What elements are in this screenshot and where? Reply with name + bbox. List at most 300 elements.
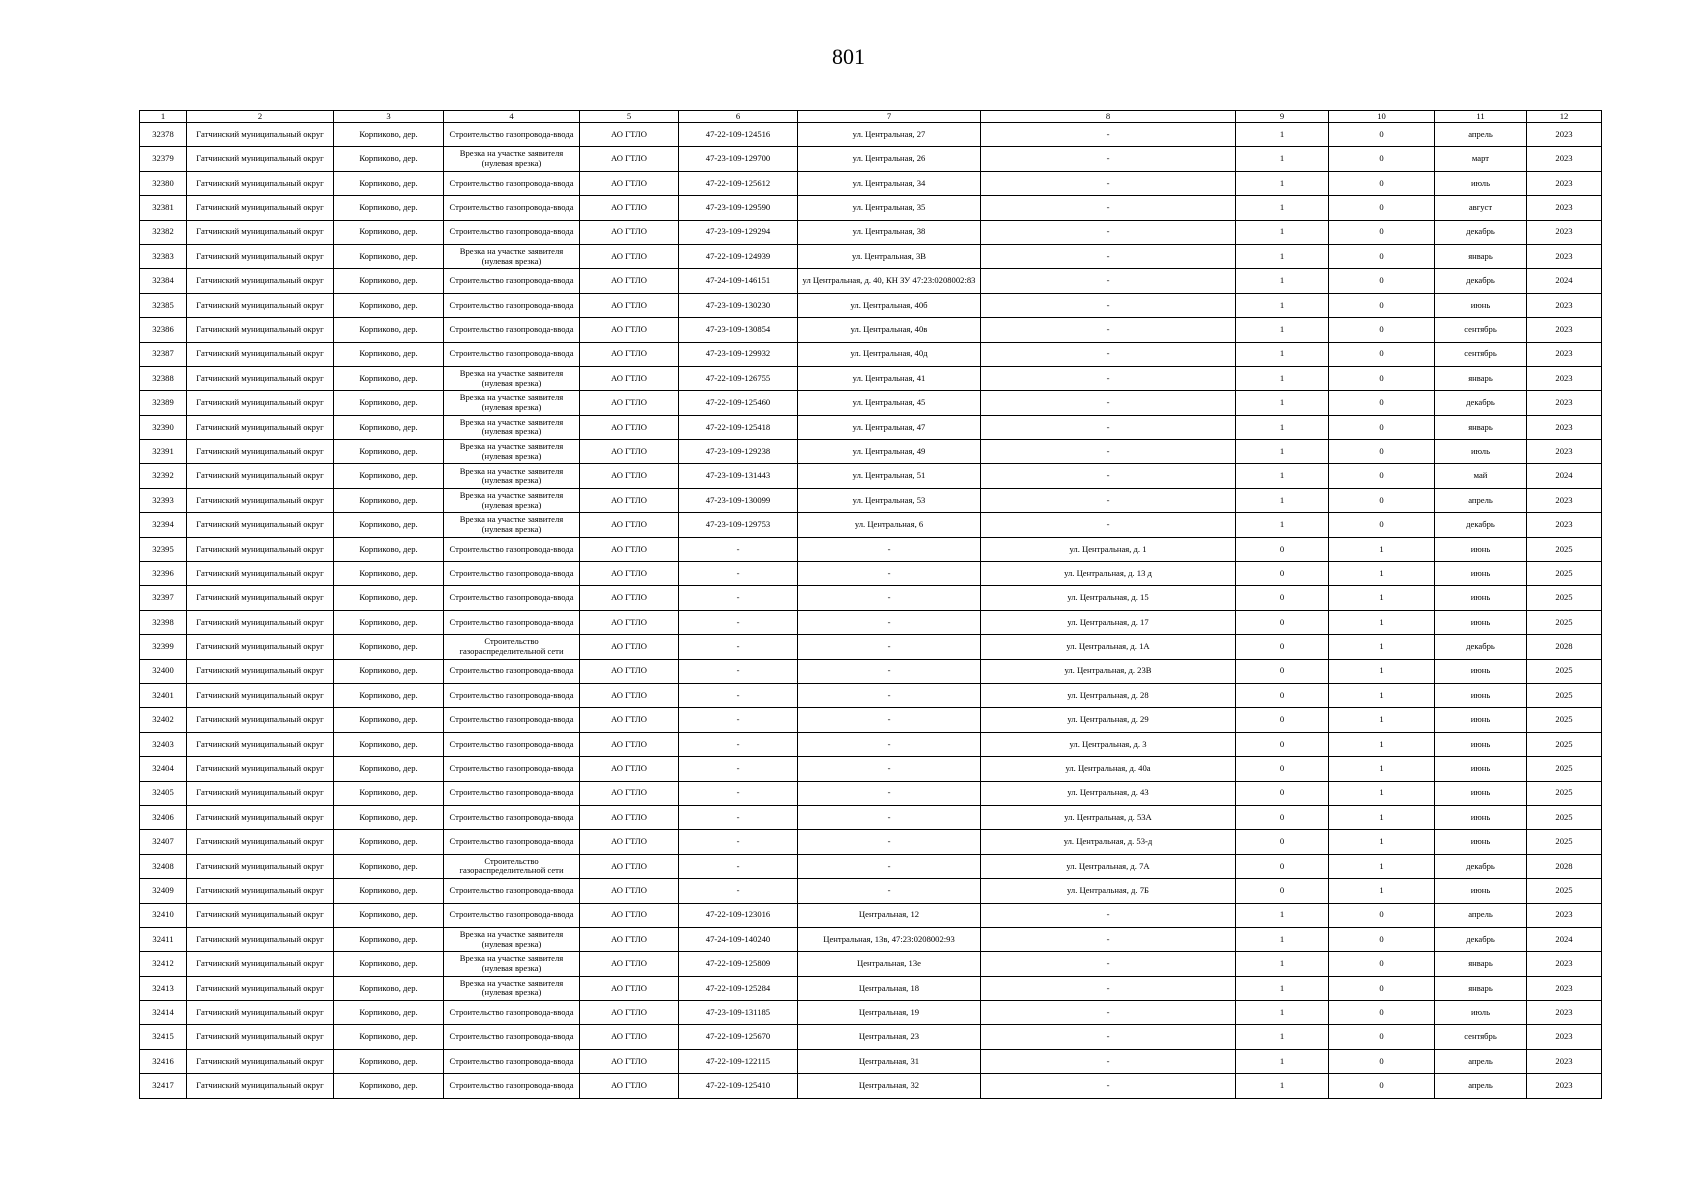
- cell-address-planned: -: [981, 293, 1236, 317]
- cell-address-planned: -: [981, 440, 1236, 464]
- cell-organization: АО ГТЛО: [580, 293, 679, 317]
- cell-month: январь: [1435, 952, 1527, 976]
- cell-settlement: Корпиково, дер.: [334, 708, 444, 732]
- column-header-12: 12: [1527, 111, 1602, 123]
- table-row: [140, 196, 1602, 220]
- cell-settlement: Корпиково, дер.: [334, 1025, 444, 1049]
- cell-municipality: Гатчинский муниципальный округ: [187, 781, 334, 805]
- cell-month: апрель: [1435, 903, 1527, 927]
- cell-row-number: 32384: [140, 269, 187, 293]
- cell-address-existing: ул. Центральная, 3В: [798, 244, 981, 268]
- cell-work-type: Строительство газопровода-ввода: [444, 1001, 580, 1025]
- table-row: [140, 488, 1602, 512]
- cell-row-number: 32380: [140, 171, 187, 195]
- table-row: [140, 1025, 1602, 1049]
- cell-work-type: Строительство газопровода-ввода: [444, 830, 580, 854]
- cell-address-planned: -: [981, 171, 1236, 195]
- cell-count-a: 1: [1236, 927, 1329, 951]
- cell-address-existing: Центральная, 12: [798, 903, 981, 927]
- cell-address-planned: -: [981, 927, 1236, 951]
- table-row: [140, 220, 1602, 244]
- cell-organization: АО ГТЛО: [580, 147, 679, 171]
- cell-work-type: Врезка на участке заявителя (нулевая врезка): [444, 244, 580, 268]
- cell-row-number: 32378: [140, 123, 187, 147]
- cell-address-existing: Центральная, 18: [798, 976, 981, 1000]
- cell-municipality: Гатчинский муниципальный округ: [187, 220, 334, 244]
- cell-organization: АО ГТЛО: [580, 586, 679, 610]
- cell-count-a: 1: [1236, 513, 1329, 537]
- cell-settlement: Корпиково, дер.: [334, 513, 444, 537]
- cell-year: 2023: [1527, 342, 1602, 366]
- cell-application-number: 47-24-109-146151: [679, 269, 798, 293]
- cell-organization: АО ГТЛО: [580, 1001, 679, 1025]
- cell-month: сентябрь: [1435, 1025, 1527, 1049]
- cell-address-planned: -: [981, 196, 1236, 220]
- table-row: [140, 269, 1602, 293]
- cell-application-number: 47-22-109-123016: [679, 903, 798, 927]
- cell-count-b: 0: [1329, 976, 1435, 1000]
- cell-application-number: 47-23-109-130230: [679, 293, 798, 317]
- cell-address-existing: ул. Центральная, 35: [798, 196, 981, 220]
- cell-count-b: 1: [1329, 879, 1435, 903]
- cell-work-type: Врезка на участке заявителя (нулевая врезка): [444, 147, 580, 171]
- cell-count-a: 0: [1236, 781, 1329, 805]
- cell-application-number: 47-23-109-129700: [679, 147, 798, 171]
- cell-count-a: 0: [1236, 854, 1329, 878]
- cell-municipality: Гатчинский муниципальный округ: [187, 830, 334, 854]
- cell-settlement: Корпиково, дер.: [334, 903, 444, 927]
- cell-municipality: Гатчинский муниципальный округ: [187, 513, 334, 537]
- cell-month: декабрь: [1435, 927, 1527, 951]
- cell-year: 2023: [1527, 440, 1602, 464]
- cell-count-b: 0: [1329, 196, 1435, 220]
- cell-organization: АО ГТЛО: [580, 123, 679, 147]
- cell-work-type: Строительство газопровода-ввода: [444, 659, 580, 683]
- cell-count-b: 1: [1329, 732, 1435, 756]
- cell-address-planned: -: [981, 318, 1236, 342]
- cell-organization: АО ГТЛО: [580, 440, 679, 464]
- cell-count-a: 1: [1236, 244, 1329, 268]
- cell-settlement: Корпиково, дер.: [334, 683, 444, 707]
- cell-year: 2025: [1527, 757, 1602, 781]
- cell-address-planned: ул. Центральная, д. 53-д: [981, 830, 1236, 854]
- cell-address-planned: ул. Центральная, д. 29: [981, 708, 1236, 732]
- cell-organization: АО ГТЛО: [580, 610, 679, 634]
- cell-count-a: 0: [1236, 537, 1329, 561]
- cell-application-number: -: [679, 854, 798, 878]
- cell-count-b: 0: [1329, 440, 1435, 464]
- cell-municipality: Гатчинский муниципальный округ: [187, 586, 334, 610]
- cell-row-number: 32409: [140, 879, 187, 903]
- cell-month: январь: [1435, 366, 1527, 390]
- cell-address-planned: -: [981, 342, 1236, 366]
- table-row: [140, 903, 1602, 927]
- cell-count-b: 1: [1329, 830, 1435, 854]
- cell-count-a: 1: [1236, 171, 1329, 195]
- cell-organization: АО ГТЛО: [580, 415, 679, 439]
- cell-address-planned: ул. Центральная, д. 43: [981, 781, 1236, 805]
- cell-month: июнь: [1435, 562, 1527, 586]
- cell-month: июнь: [1435, 659, 1527, 683]
- cell-work-type: Строительство газопровода-ввода: [444, 269, 580, 293]
- cell-count-b: 0: [1329, 147, 1435, 171]
- cell-work-type: Строительство газопровода-ввода: [444, 683, 580, 707]
- cell-settlement: Корпиково, дер.: [334, 488, 444, 512]
- cell-count-a: 0: [1236, 659, 1329, 683]
- cell-address-existing: -: [798, 781, 981, 805]
- cell-address-existing: ул. Центральная, 26: [798, 147, 981, 171]
- cell-count-a: 0: [1236, 610, 1329, 634]
- table-row: [140, 147, 1602, 171]
- cell-month: июнь: [1435, 805, 1527, 829]
- cell-count-b: 1: [1329, 610, 1435, 634]
- cell-settlement: Корпиково, дер.: [334, 464, 444, 488]
- cell-address-existing: -: [798, 562, 981, 586]
- cell-address-existing: ул. Центральная, 49: [798, 440, 981, 464]
- cell-count-a: 1: [1236, 1074, 1329, 1098]
- cell-organization: АО ГТЛО: [580, 488, 679, 512]
- cell-count-a: 1: [1236, 488, 1329, 512]
- cell-row-number: 32398: [140, 610, 187, 634]
- cell-count-b: 0: [1329, 513, 1435, 537]
- cell-address-existing: Центральная, 13е: [798, 952, 981, 976]
- cell-application-number: -: [679, 732, 798, 756]
- cell-count-b: 1: [1329, 659, 1435, 683]
- cell-address-existing: Центральная, 19: [798, 1001, 981, 1025]
- cell-address-existing: ул. Центральная, 40б: [798, 293, 981, 317]
- table-row: [140, 879, 1602, 903]
- cell-settlement: Корпиково, дер.: [334, 147, 444, 171]
- cell-organization: АО ГТЛО: [580, 513, 679, 537]
- cell-address-existing: Центральная, 32: [798, 1074, 981, 1098]
- cell-organization: АО ГТЛО: [580, 562, 679, 586]
- cell-row-number: 32393: [140, 488, 187, 512]
- table-row: [140, 854, 1602, 878]
- cell-month: июнь: [1435, 586, 1527, 610]
- cell-settlement: Корпиково, дер.: [334, 732, 444, 756]
- cell-work-type: Строительство газопровода-ввода: [444, 171, 580, 195]
- cell-application-number: 47-22-109-125418: [679, 415, 798, 439]
- cell-month: декабрь: [1435, 635, 1527, 659]
- cell-address-planned: -: [981, 976, 1236, 1000]
- cell-row-number: 32379: [140, 147, 187, 171]
- cell-application-number: -: [679, 586, 798, 610]
- cell-row-number: 32395: [140, 537, 187, 561]
- cell-row-number: 32406: [140, 805, 187, 829]
- cell-municipality: Гатчинский муниципальный округ: [187, 732, 334, 756]
- cell-address-planned: ул. Центральная, д. 3: [981, 732, 1236, 756]
- cell-row-number: 32407: [140, 830, 187, 854]
- cell-count-a: 0: [1236, 708, 1329, 732]
- cell-organization: АО ГТЛО: [580, 854, 679, 878]
- cell-row-number: 32394: [140, 513, 187, 537]
- cell-work-type: Строительство газопровода-ввода: [444, 586, 580, 610]
- cell-application-number: -: [679, 879, 798, 903]
- cell-application-number: 47-22-109-125410: [679, 1074, 798, 1098]
- column-header-2: 2: [187, 111, 334, 123]
- cell-address-planned: -: [981, 513, 1236, 537]
- cell-organization: АО ГТЛО: [580, 879, 679, 903]
- cell-row-number: 32404: [140, 757, 187, 781]
- cell-count-a: 1: [1236, 318, 1329, 342]
- cell-year: 2023: [1527, 196, 1602, 220]
- cell-month: июнь: [1435, 610, 1527, 634]
- cell-count-a: 1: [1236, 1025, 1329, 1049]
- cell-address-planned: ул. Центральная, д. 17: [981, 610, 1236, 634]
- cell-municipality: Гатчинский муниципальный округ: [187, 635, 334, 659]
- cell-year: 2023: [1527, 903, 1602, 927]
- cell-application-number: 47-22-109-122115: [679, 1049, 798, 1073]
- cell-address-existing: ул. Центральная, 40д: [798, 342, 981, 366]
- cell-organization: АО ГТЛО: [580, 537, 679, 561]
- cell-count-a: 1: [1236, 903, 1329, 927]
- cell-address-existing: ул. Центральная, 51: [798, 464, 981, 488]
- cell-row-number: 32417: [140, 1074, 187, 1098]
- table-body: [140, 123, 1602, 1099]
- cell-address-planned: ул. Центральная, д. 13 д: [981, 562, 1236, 586]
- cell-count-a: 0: [1236, 683, 1329, 707]
- cell-year: 2023: [1527, 1025, 1602, 1049]
- cell-address-planned: -: [981, 391, 1236, 415]
- cell-address-existing: -: [798, 537, 981, 561]
- cell-municipality: Гатчинский муниципальный округ: [187, 708, 334, 732]
- cell-month: июнь: [1435, 683, 1527, 707]
- cell-settlement: Корпиково, дер.: [334, 1001, 444, 1025]
- cell-work-type: Врезка на участке заявителя (нулевая врезка): [444, 415, 580, 439]
- cell-address-planned: -: [981, 1049, 1236, 1073]
- cell-organization: АО ГТЛО: [580, 1074, 679, 1098]
- cell-count-b: 0: [1329, 244, 1435, 268]
- cell-year: 2024: [1527, 927, 1602, 951]
- table-row: [140, 1074, 1602, 1098]
- cell-address-planned: -: [981, 244, 1236, 268]
- cell-address-planned: ул. Центральная, д. 40а: [981, 757, 1236, 781]
- cell-address-existing: -: [798, 683, 981, 707]
- cell-application-number: 47-23-109-131185: [679, 1001, 798, 1025]
- cell-address-planned: -: [981, 1025, 1236, 1049]
- cell-work-type: Строительство газопровода-ввода: [444, 781, 580, 805]
- cell-municipality: Гатчинский муниципальный округ: [187, 1001, 334, 1025]
- cell-count-a: 1: [1236, 123, 1329, 147]
- cell-address-existing: ул. Центральная, 41: [798, 366, 981, 390]
- cell-settlement: Корпиково, дер.: [334, 952, 444, 976]
- cell-work-type: Врезка на участке заявителя (нулевая врезка): [444, 976, 580, 1000]
- cell-application-number: 47-23-109-129932: [679, 342, 798, 366]
- cell-application-number: -: [679, 830, 798, 854]
- cell-application-number: 47-22-109-125670: [679, 1025, 798, 1049]
- cell-application-number: -: [679, 757, 798, 781]
- cell-work-type: Строительство газопровода-ввода: [444, 318, 580, 342]
- cell-row-number: 32383: [140, 244, 187, 268]
- cell-organization: АО ГТЛО: [580, 976, 679, 1000]
- cell-count-a: 0: [1236, 757, 1329, 781]
- cell-address-planned: -: [981, 1074, 1236, 1098]
- cell-year: 2023: [1527, 415, 1602, 439]
- cell-work-type: Врезка на участке заявителя (нулевая врезка): [444, 464, 580, 488]
- cell-address-existing: ул. Центральная, 34: [798, 171, 981, 195]
- table-row: [140, 562, 1602, 586]
- cell-work-type: Строительство газопровода-ввода: [444, 732, 580, 756]
- cell-settlement: Корпиково, дер.: [334, 293, 444, 317]
- table-header-row: [140, 111, 1602, 123]
- cell-address-planned: ул. Центральная, д. 7Б: [981, 879, 1236, 903]
- cell-address-existing: -: [798, 732, 981, 756]
- table-row: [140, 244, 1602, 268]
- cell-month: апрель: [1435, 488, 1527, 512]
- cell-count-b: 0: [1329, 464, 1435, 488]
- cell-month: июнь: [1435, 293, 1527, 317]
- cell-row-number: 32400: [140, 659, 187, 683]
- cell-application-number: -: [679, 683, 798, 707]
- cell-municipality: Гатчинский муниципальный округ: [187, 269, 334, 293]
- cell-count-b: 1: [1329, 635, 1435, 659]
- cell-address-planned: -: [981, 366, 1236, 390]
- cell-count-b: 0: [1329, 220, 1435, 244]
- cell-organization: АО ГТЛО: [580, 830, 679, 854]
- cell-work-type: Строительство газопровода-ввода: [444, 293, 580, 317]
- cell-count-a: 0: [1236, 635, 1329, 659]
- cell-municipality: Гатчинский муниципальный округ: [187, 196, 334, 220]
- cell-municipality: Гатчинский муниципальный округ: [187, 123, 334, 147]
- cell-settlement: Корпиково, дер.: [334, 391, 444, 415]
- cell-year: 2025: [1527, 781, 1602, 805]
- cell-settlement: Корпиково, дер.: [334, 196, 444, 220]
- cell-settlement: Корпиково, дер.: [334, 879, 444, 903]
- cell-count-a: 1: [1236, 293, 1329, 317]
- cell-settlement: Корпиково, дер.: [334, 659, 444, 683]
- cell-year: 2023: [1527, 366, 1602, 390]
- cell-row-number: 32396: [140, 562, 187, 586]
- cell-count-a: 0: [1236, 732, 1329, 756]
- cell-count-b: 1: [1329, 586, 1435, 610]
- cell-count-b: 1: [1329, 562, 1435, 586]
- cell-address-existing: ул. Центральная, 47: [798, 415, 981, 439]
- cell-count-b: 0: [1329, 1074, 1435, 1098]
- cell-year: 2028: [1527, 854, 1602, 878]
- cell-organization: АО ГТЛО: [580, 708, 679, 732]
- cell-count-a: 0: [1236, 830, 1329, 854]
- cell-application-number: 47-22-109-124516: [679, 123, 798, 147]
- cell-count-b: 1: [1329, 683, 1435, 707]
- cell-count-a: 0: [1236, 586, 1329, 610]
- column-header-11: 11: [1435, 111, 1527, 123]
- cell-work-type: Строительство газопровода-ввода: [444, 879, 580, 903]
- cell-month: апрель: [1435, 123, 1527, 147]
- cell-work-type: Строительство газораспределительной сети: [444, 635, 580, 659]
- cell-work-type: Строительство газопровода-ввода: [444, 903, 580, 927]
- cell-row-number: 32403: [140, 732, 187, 756]
- cell-address-existing: ул. Центральная, 38: [798, 220, 981, 244]
- cell-count-a: 0: [1236, 879, 1329, 903]
- cell-month: сентябрь: [1435, 318, 1527, 342]
- cell-municipality: Гатчинский муниципальный округ: [187, 683, 334, 707]
- cell-application-number: -: [679, 708, 798, 732]
- cell-application-number: 47-22-109-125460: [679, 391, 798, 415]
- cell-address-planned: ул. Центральная, д. 1А: [981, 635, 1236, 659]
- cell-count-b: 0: [1329, 1001, 1435, 1025]
- cell-work-type: Строительство газопровода-ввода: [444, 610, 580, 634]
- table-row: [140, 1001, 1602, 1025]
- cell-settlement: Корпиково, дер.: [334, 537, 444, 561]
- cell-address-existing: -: [798, 659, 981, 683]
- cell-count-a: 1: [1236, 366, 1329, 390]
- table-row: [140, 171, 1602, 195]
- cell-year: 2025: [1527, 610, 1602, 634]
- cell-settlement: Корпиково, дер.: [334, 854, 444, 878]
- cell-settlement: Корпиково, дер.: [334, 781, 444, 805]
- cell-count-a: 1: [1236, 464, 1329, 488]
- cell-municipality: Гатчинский муниципальный округ: [187, 879, 334, 903]
- cell-municipality: Гатчинский муниципальный округ: [187, 318, 334, 342]
- cell-month: январь: [1435, 415, 1527, 439]
- cell-count-b: 1: [1329, 708, 1435, 732]
- cell-row-number: 32411: [140, 927, 187, 951]
- cell-settlement: Корпиково, дер.: [334, 586, 444, 610]
- cell-municipality: Гатчинский муниципальный округ: [187, 952, 334, 976]
- cell-count-b: 0: [1329, 391, 1435, 415]
- cell-address-existing: -: [798, 757, 981, 781]
- cell-settlement: Корпиково, дер.: [334, 415, 444, 439]
- cell-count-a: 1: [1236, 415, 1329, 439]
- cell-address-existing: -: [798, 830, 981, 854]
- cell-organization: АО ГТЛО: [580, 244, 679, 268]
- cell-work-type: Строительство газопровода-ввода: [444, 342, 580, 366]
- cell-application-number: 47-23-109-129238: [679, 440, 798, 464]
- cell-application-number: 47-22-109-124939: [679, 244, 798, 268]
- cell-application-number: -: [679, 781, 798, 805]
- cell-address-planned: -: [981, 220, 1236, 244]
- cell-month: июль: [1435, 171, 1527, 195]
- cell-municipality: Гатчинский муниципальный округ: [187, 244, 334, 268]
- cell-work-type: Строительство газопровода-ввода: [444, 196, 580, 220]
- cell-row-number: 32386: [140, 318, 187, 342]
- cell-settlement: Корпиково, дер.: [334, 366, 444, 390]
- cell-year: 2025: [1527, 805, 1602, 829]
- cell-municipality: Гатчинский муниципальный округ: [187, 366, 334, 390]
- cell-count-b: 0: [1329, 927, 1435, 951]
- table-row: [140, 318, 1602, 342]
- cell-organization: АО ГТЛО: [580, 464, 679, 488]
- cell-year: 2023: [1527, 123, 1602, 147]
- page-number: 801: [832, 44, 865, 69]
- cell-organization: АО ГТЛО: [580, 1025, 679, 1049]
- cell-month: декабрь: [1435, 854, 1527, 878]
- cell-count-b: 0: [1329, 293, 1435, 317]
- cell-settlement: Корпиково, дер.: [334, 830, 444, 854]
- cell-municipality: Гатчинский муниципальный округ: [187, 659, 334, 683]
- register-table: [139, 110, 1602, 1099]
- cell-work-type: Строительство газопровода-ввода: [444, 805, 580, 829]
- cell-month: май: [1435, 464, 1527, 488]
- cell-settlement: Корпиково, дер.: [334, 805, 444, 829]
- cell-year: 2023: [1527, 220, 1602, 244]
- cell-organization: АО ГТЛО: [580, 1049, 679, 1073]
- cell-row-number: 32405: [140, 781, 187, 805]
- table-row: [140, 757, 1602, 781]
- cell-year: 2023: [1527, 1001, 1602, 1025]
- cell-month: июнь: [1435, 757, 1527, 781]
- cell-count-a: 0: [1236, 805, 1329, 829]
- cell-application-number: 47-22-109-125284: [679, 976, 798, 1000]
- cell-address-planned: -: [981, 1001, 1236, 1025]
- cell-organization: АО ГТЛО: [580, 318, 679, 342]
- table-row: [140, 952, 1602, 976]
- cell-settlement: Корпиково, дер.: [334, 318, 444, 342]
- cell-work-type: Строительство газопровода-ввода: [444, 123, 580, 147]
- table-row: [140, 440, 1602, 464]
- cell-count-b: 1: [1329, 781, 1435, 805]
- cell-municipality: Гатчинский муниципальный округ: [187, 440, 334, 464]
